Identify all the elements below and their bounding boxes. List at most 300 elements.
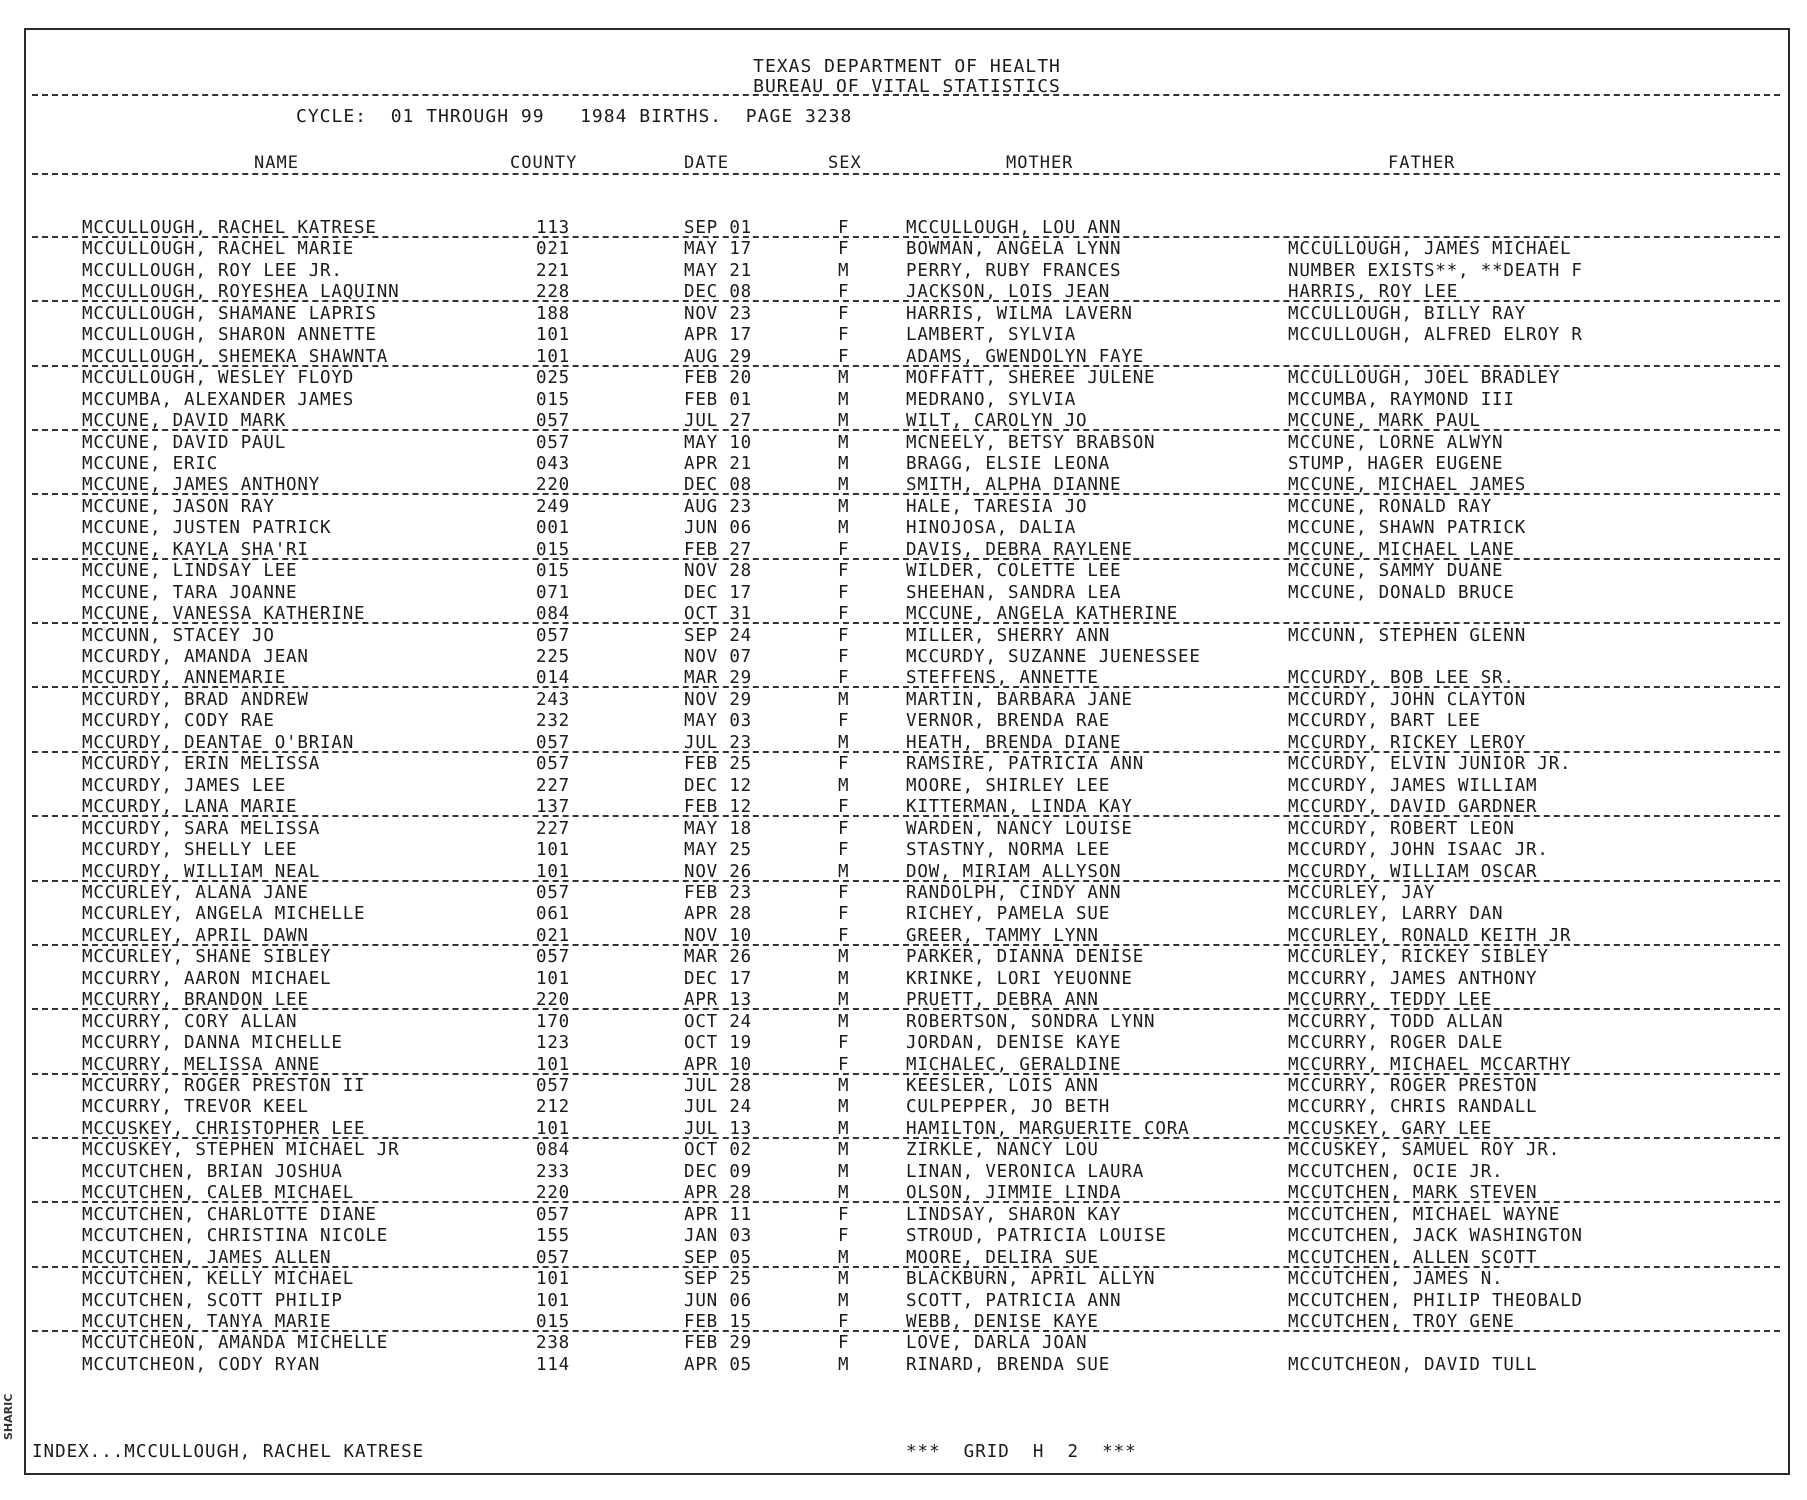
cell-county: 220	[536, 475, 571, 496]
cell-mother: SMITH, ALPHA DIANNE	[906, 475, 1122, 496]
header-divider-1	[32, 94, 1780, 96]
cell-county: 061	[536, 904, 571, 925]
cell-mother: MOFFATT, SHEREE JULENE	[906, 368, 1156, 389]
cell-county: 101	[536, 325, 571, 346]
cell-sex: M	[838, 1140, 850, 1161]
cell-name: MCCUNE, JAMES ANTHONY	[82, 475, 321, 496]
cell-father: MCCUNE, RONALD RAY	[1288, 496, 1493, 517]
cell-father: MCCUTCHEN, MICHAEL WAYNE	[1288, 1204, 1561, 1225]
cell-name: MCCUTCHEN, CALEB MICHAEL	[82, 1183, 355, 1204]
cell-father: MCCUNE, SHAWN PATRICK	[1288, 518, 1527, 539]
table-row	[26, 733, 1788, 754]
cell-mother: WILT, CAROLYN JO	[906, 411, 1088, 432]
cell-father: MCCURDY, BOB LEE SR.	[1288, 668, 1515, 689]
cell-county: 057	[536, 1076, 571, 1096]
cell-date: APR 28	[684, 1183, 753, 1204]
table-row	[26, 668, 1788, 689]
cell-date: MAY 25	[684, 840, 753, 861]
cell-sex: F	[838, 561, 850, 582]
cell-sex: M	[838, 475, 850, 496]
cell-sex: M	[838, 1076, 850, 1096]
table-row	[26, 711, 1788, 732]
table-row	[26, 947, 1788, 968]
cell-name: MCCULLOUGH, ROY LEE JR.	[82, 260, 343, 281]
cell-mother: HARRIS, WILMA LAVERN	[906, 303, 1133, 324]
table-row	[26, 776, 1788, 797]
cell-mother: CULPEPPER, JO BETH	[906, 1097, 1111, 1118]
cell-father: MCCURRY, JAMES ANTHONY	[1288, 968, 1538, 989]
cell-mother: JACKSON, LOIS JEAN	[906, 282, 1111, 303]
cell-father: MCCUNE, MARK PAUL	[1288, 411, 1481, 432]
cell-father: MCCUSKEY, SAMUEL ROY JR.	[1288, 1140, 1561, 1161]
cell-father: MCCURDY, RICKEY LEROY	[1288, 732, 1527, 753]
cell-name: MCCURDY, ANNEMARIE	[82, 668, 287, 689]
cell-name: MCCUTCHEN, JAMES ALLEN	[82, 1247, 332, 1268]
cell-mother: RAMSIRE, PATRICIA ANN	[906, 754, 1145, 775]
cell-father: MCCURDY, JAMES WILLIAM	[1288, 775, 1538, 796]
column-header-date: DATE	[684, 153, 729, 173]
table-row	[26, 904, 1788, 925]
cell-father: MCCURRY, ROGER PRESTON	[1288, 1076, 1538, 1096]
cell-date: FEB 27	[684, 539, 753, 560]
cell-sex: M	[838, 368, 850, 389]
cell-mother: PARKER, DIANNA DENISE	[906, 947, 1145, 968]
cell-date: JUL 24	[684, 1097, 753, 1118]
cell-date: DEC 17	[684, 968, 753, 989]
cell-name: MCCULLOUGH, ROYESHEA LAQUINN	[82, 282, 400, 303]
cell-date: FEB 25	[684, 754, 753, 775]
cell-name: MCCULLOUGH, WESLEY FLOYD	[82, 368, 355, 389]
cell-date: DEC 17	[684, 582, 753, 603]
table-row	[26, 1076, 1788, 1097]
cell-date: SEP 01	[684, 218, 753, 238]
cell-mother: LINDSAY, SHARON KAY	[906, 1204, 1122, 1225]
cell-name: MCCULLOUGH, SHEMEKA SHAWNTA	[82, 346, 389, 367]
cell-father: MCCUTCHEON, DAVID TULL	[1288, 1354, 1538, 1375]
cell-father: MCCUTCHEN, JACK WASHINGTON	[1288, 1226, 1583, 1247]
cell-name: MCCURRY, AARON MICHAEL	[82, 968, 332, 989]
cell-date: APR 11	[684, 1204, 753, 1225]
cell-name: MCCULLOUGH, RACHEL MARIE	[82, 239, 355, 260]
cell-name: MCCURDY, JAMES LEE	[82, 775, 287, 796]
cell-sex: M	[838, 260, 850, 281]
cell-date: FEB 01	[684, 389, 753, 410]
cell-name: MCCUNE, VANESSA KATHERINE	[82, 604, 366, 625]
table-row	[26, 347, 1788, 368]
table-row	[26, 304, 1788, 325]
cell-mother: MCNEELY, BETSY BRABSON	[906, 432, 1156, 453]
cell-date: APR 13	[684, 990, 753, 1011]
cell-county: 057	[536, 625, 571, 646]
cell-date: JUN 06	[684, 518, 753, 539]
table-row	[26, 1355, 1788, 1376]
cell-sex: F	[838, 754, 850, 775]
cell-county: 114	[536, 1354, 571, 1375]
cell-sex: M	[838, 990, 850, 1011]
cell-father: MCCURLEY, RICKEY SIBLEY	[1288, 947, 1549, 968]
cell-sex: M	[838, 689, 850, 710]
cell-mother: DAVIS, DEBRA RAYLENE	[906, 539, 1133, 560]
cell-date: MAR 29	[684, 668, 753, 689]
cell-mother: HINOJOSA, DALIA	[906, 518, 1077, 539]
cell-date: OCT 02	[684, 1140, 753, 1161]
table-row	[26, 1248, 1788, 1269]
cell-county: 101	[536, 968, 571, 989]
cell-date: SEP 25	[684, 1269, 753, 1290]
cell-county: 101	[536, 346, 571, 367]
cell-county: 057	[536, 411, 571, 432]
cell-father: MCCURRY, ROGER DALE	[1288, 1033, 1504, 1054]
cell-sex: M	[838, 518, 850, 539]
cell-county: 015	[536, 389, 571, 410]
cell-mother: BOWMAN, ANGELA LYNN	[906, 239, 1122, 260]
cell-date: MAY 10	[684, 432, 753, 453]
cell-sex: F	[838, 840, 850, 861]
cell-mother: MOORE, DELIRA SUE	[906, 1247, 1099, 1268]
table-row	[26, 325, 1788, 346]
cell-date: MAR 26	[684, 947, 753, 968]
cell-sex: M	[838, 432, 850, 453]
cell-name: MCCURDY, ERIN MELISSA	[82, 754, 321, 775]
cell-mother: LINAN, VERONICA LAURA	[906, 1161, 1145, 1182]
document-sheet	[24, 28, 1790, 1475]
cell-father: MCCUSKEY, GARY LEE	[1288, 1118, 1493, 1139]
cell-county: 155	[536, 1226, 571, 1247]
table-row	[26, 411, 1788, 432]
cell-mother: MCCUNE, ANGELA KATHERINE	[906, 604, 1179, 625]
cell-date: NOV 10	[684, 925, 753, 946]
cell-name: MCCURDY, DEANTAE O'BRIAN	[82, 732, 355, 753]
table-row	[26, 475, 1788, 496]
cell-date: MAY 03	[684, 711, 753, 732]
cell-mother: PRUETT, DEBRA ANN	[906, 990, 1099, 1011]
cell-name: MCCURDY, SARA MELISSA	[82, 818, 321, 839]
cell-date: DEC 12	[684, 775, 753, 796]
cell-county: 101	[536, 1054, 571, 1075]
cell-date: SEP 05	[684, 1247, 753, 1268]
cell-father: MCCURLEY, LARRY DAN	[1288, 904, 1504, 925]
table-row	[26, 1033, 1788, 1054]
cell-sex: F	[838, 1033, 850, 1054]
cell-county: 228	[536, 282, 571, 303]
cell-date: AUG 23	[684, 496, 753, 517]
cell-date: NOV 07	[684, 647, 753, 667]
table-row	[26, 518, 1788, 539]
cell-date: SEP 24	[684, 625, 753, 646]
cell-date: APR 21	[684, 453, 753, 474]
table-row	[26, 1055, 1788, 1076]
table-row	[26, 261, 1788, 282]
cell-county: 021	[536, 239, 571, 260]
cell-date: AUG 29	[684, 346, 753, 367]
cell-father: MCCURRY, TODD ALLAN	[1288, 1011, 1504, 1032]
footer-index: INDEX...MCCULLOUGH, RACHEL KATRESE	[32, 1442, 425, 1462]
cell-name: MCCURDY, WILLIAM NEAL	[82, 861, 321, 882]
cell-name: MCCUTCHEON, CODY RYAN	[82, 1354, 321, 1375]
cell-mother: KRINKE, LORI YEUONNE	[906, 968, 1133, 989]
table-row	[26, 239, 1788, 260]
cell-sex: M	[838, 861, 850, 882]
cell-name: MCCUNE, DAVID PAUL	[82, 432, 287, 453]
column-header-mother: MOTHER	[1006, 153, 1074, 173]
cell-sex: F	[838, 604, 850, 625]
cell-date: FEB 15	[684, 1311, 753, 1332]
table-row	[26, 1269, 1788, 1290]
cell-mother: VERNOR, BRENDA RAE	[906, 711, 1111, 732]
cell-name: MCCURLEY, APRIL DAWN	[82, 925, 309, 946]
cell-sex: M	[838, 947, 850, 968]
cell-name: MCCUTCHEN, SCOTT PHILIP	[82, 1290, 343, 1311]
table-row	[26, 1226, 1788, 1247]
cell-father: MCCULLOUGH, JAMES MICHAEL	[1288, 239, 1572, 260]
table-row	[26, 1312, 1788, 1333]
table-row	[26, 454, 1788, 475]
cell-mother: STASTNY, NORMA LEE	[906, 840, 1111, 861]
cell-mother: MICHALEC, GERALDINE	[906, 1054, 1122, 1075]
table-row	[26, 1333, 1788, 1354]
column-header-name: NAME	[254, 153, 299, 173]
cell-name: MCCURRY, MELISSA ANNE	[82, 1054, 321, 1075]
table-row	[26, 990, 1788, 1011]
cell-father: MCCUTCHEN, OCIE JR.	[1288, 1161, 1504, 1182]
cell-mother: WARDEN, NANCY LOUISE	[906, 818, 1133, 839]
cell-county: 084	[536, 604, 571, 625]
cell-date: JUL 28	[684, 1076, 753, 1096]
cell-name: MCCUTCHEN, TANYA MARIE	[82, 1311, 332, 1332]
cell-county: 220	[536, 990, 571, 1011]
cell-sex: F	[838, 647, 850, 667]
cell-sex: F	[838, 218, 850, 238]
cell-county: 057	[536, 1204, 571, 1225]
cell-mother: LAMBERT, SYLVIA	[906, 325, 1077, 346]
cell-date: DEC 08	[684, 475, 753, 496]
cell-father: MCCUTCHEN, TROY GENE	[1288, 1311, 1515, 1332]
cell-county: 113	[536, 218, 571, 238]
cell-mother: MCCURDY, SUZANNE JUENESSEE	[906, 647, 1201, 667]
cell-date: NOV 26	[684, 861, 753, 882]
cell-father: MCCUTCHEN, JAMES N.	[1288, 1269, 1504, 1290]
cell-mother: MCCULLOUGH, LOU ANN	[906, 218, 1122, 238]
cell-date: NOV 23	[684, 303, 753, 324]
cell-county: 101	[536, 1269, 571, 1290]
cell-county: 137	[536, 797, 571, 818]
cell-county: 227	[536, 818, 571, 839]
cell-county: 188	[536, 303, 571, 324]
cell-county: 238	[536, 1333, 571, 1354]
cell-father: MCCURDY, JOHN ISAAC JR.	[1288, 840, 1549, 861]
cell-father: STUMP, HAGER EUGENE	[1288, 453, 1504, 474]
cell-father: MCCURDY, BART LEE	[1288, 711, 1481, 732]
cell-date: NOV 28	[684, 561, 753, 582]
cell-sex: F	[838, 582, 850, 603]
cell-sex: M	[838, 1247, 850, 1268]
cell-county: 057	[536, 1247, 571, 1268]
table-row	[26, 282, 1788, 303]
cell-date: JUL 27	[684, 411, 753, 432]
cell-date: NOV 29	[684, 689, 753, 710]
cell-county: 043	[536, 453, 571, 474]
cell-date: APR 10	[684, 1054, 753, 1075]
table-row	[26, 1183, 1788, 1204]
cell-mother: KITTERMAN, LINDA KAY	[906, 797, 1133, 818]
header-department: TEXAS DEPARTMENT OF HEALTH	[753, 56, 1061, 77]
cell-father: MCCULLOUGH, BILLY RAY	[1288, 303, 1527, 324]
cell-county: 057	[536, 882, 571, 903]
table-row	[26, 819, 1788, 840]
cell-mother: BLACKBURN, APRIL ALLYN	[906, 1269, 1156, 1290]
table-row	[26, 433, 1788, 454]
cell-date: JUN 06	[684, 1290, 753, 1311]
cell-county: 212	[536, 1097, 571, 1118]
cell-mother: GREER, TAMMY LYNN	[906, 925, 1099, 946]
table-row	[26, 604, 1788, 625]
cell-county: 225	[536, 647, 571, 667]
table-row	[26, 883, 1788, 904]
cell-father: MCCUNE, LORNE ALWYN	[1288, 432, 1504, 453]
cell-name: MCCUNE, KAYLA SHA'RI	[82, 539, 309, 560]
footer-grid: *** GRID H 2 ***	[906, 1442, 1137, 1462]
cell-sex: F	[838, 1333, 850, 1354]
cell-county: 057	[536, 947, 571, 968]
cell-mother: PERRY, RUBY FRANCES	[906, 260, 1122, 281]
table-row	[26, 1291, 1788, 1312]
cell-date: OCT 24	[684, 1011, 753, 1032]
cell-date: OCT 19	[684, 1033, 753, 1054]
cell-date: JAN 03	[684, 1226, 753, 1247]
table-row	[26, 690, 1788, 711]
cell-county: 057	[536, 432, 571, 453]
cell-sex: F	[838, 1054, 850, 1075]
cell-father: MCCURDY, ELVIN JUNIOR JR.	[1288, 754, 1572, 775]
cell-county: 232	[536, 711, 571, 732]
cell-mother: SHEEHAN, SANDRA LEA	[906, 582, 1122, 603]
cell-father: MCCUTCHEN, ALLEN SCOTT	[1288, 1247, 1538, 1268]
cell-sex: F	[838, 239, 850, 260]
cell-father: MCCURRY, TEDDY LEE	[1288, 990, 1493, 1011]
cell-county: 249	[536, 496, 571, 517]
cell-mother: SCOTT, PATRICIA ANN	[906, 1290, 1122, 1311]
cell-father: MCCULLOUGH, JOEL BRADLEY	[1288, 368, 1561, 389]
header-divider-2	[32, 173, 1780, 175]
cell-father: MCCURLEY, JAY	[1288, 882, 1436, 903]
cell-mother: MILLER, SHERRY ANN	[906, 625, 1111, 646]
cell-name: MCCURRY, TREVOR KEEL	[82, 1097, 309, 1118]
cell-name: MCCUNE, DAVID MARK	[82, 411, 287, 432]
cell-name: MCCURDY, CODY RAE	[82, 711, 275, 732]
cell-father: NUMBER EXISTS**, **DEATH F	[1288, 260, 1583, 281]
cell-county: 101	[536, 840, 571, 861]
cell-sex: F	[838, 882, 850, 903]
cell-mother: JORDAN, DENISE KAYE	[906, 1033, 1122, 1054]
cell-sex: M	[838, 775, 850, 796]
cell-county: 227	[536, 775, 571, 796]
table-row	[26, 969, 1788, 990]
table-row	[26, 368, 1788, 389]
cell-sex: M	[838, 1290, 850, 1311]
cell-name: MCCUSKEY, STEPHEN MICHAEL JR	[82, 1140, 400, 1161]
cell-mother: STEFFENS, ANNETTE	[906, 668, 1099, 689]
cell-name: MCCURRY, ROGER PRESTON II	[82, 1076, 366, 1096]
cell-father: MCCURRY, CHRIS RANDALL	[1288, 1097, 1538, 1118]
cell-mother: RANDOLPH, CINDY ANN	[906, 882, 1122, 903]
table-row	[26, 1162, 1788, 1183]
cell-date: DEC 08	[684, 282, 753, 303]
cell-name: MCCURRY, CORY ALLAN	[82, 1011, 298, 1032]
cell-mother: RINARD, BRENDA SUE	[906, 1354, 1111, 1375]
cell-name: MCCUNE, LINDSAY LEE	[82, 561, 298, 582]
cell-county: 101	[536, 1118, 571, 1139]
table-row	[26, 626, 1788, 647]
cell-county: 015	[536, 1311, 571, 1332]
cell-sex: F	[838, 303, 850, 324]
cell-county: 057	[536, 754, 571, 775]
cell-name: MCCUSKEY, CHRISTOPHER LEE	[82, 1118, 366, 1139]
cell-sex: F	[838, 539, 850, 560]
cell-mother: WILDER, COLETTE LEE	[906, 561, 1122, 582]
cell-mother: MARTIN, BARBARA JANE	[906, 689, 1133, 710]
table-row	[26, 1012, 1788, 1033]
cell-county: 015	[536, 539, 571, 560]
table-row	[26, 1119, 1788, 1140]
cell-date: MAY 18	[684, 818, 753, 839]
cell-name: MCCURLEY, ANGELA MICHELLE	[82, 904, 366, 925]
cell-mother: STROUD, PATRICIA LOUISE	[906, 1226, 1167, 1247]
cell-date: APR 05	[684, 1354, 753, 1375]
cell-name: MCCURLEY, SHANE SIBLEY	[82, 947, 332, 968]
cell-father: MCCURDY, ROBERT LEON	[1288, 818, 1515, 839]
cell-mother: ADAMS, GWENDOLYN FAYE	[906, 346, 1145, 367]
table-row	[26, 1205, 1788, 1226]
cell-county: 101	[536, 1290, 571, 1311]
cell-name: MCCURLEY, ALANA JANE	[82, 882, 309, 903]
cell-sex: F	[838, 711, 850, 732]
cell-date: JUL 13	[684, 1118, 753, 1139]
cell-name: MCCUTCHEN, KELLY MICHAEL	[82, 1269, 355, 1290]
cell-sex: M	[838, 496, 850, 517]
cell-county: 071	[536, 582, 571, 603]
cell-father: MCCURDY, WILLIAM OSCAR	[1288, 861, 1538, 882]
cell-sex: F	[838, 625, 850, 646]
cell-sex: F	[838, 325, 850, 346]
cell-sex: M	[838, 1269, 850, 1290]
cell-county: 123	[536, 1033, 571, 1054]
cell-county: 221	[536, 260, 571, 281]
cell-county: 015	[536, 561, 571, 582]
cell-date: FEB 12	[684, 797, 753, 818]
cell-date: DEC 09	[684, 1161, 753, 1182]
cell-date: FEB 20	[684, 368, 753, 389]
cell-father: MCCUNE, MICHAEL LANE	[1288, 539, 1515, 560]
cell-sex: F	[838, 797, 850, 818]
cell-date: FEB 29	[684, 1333, 753, 1354]
cell-father: MCCUNE, SAMMY DUANE	[1288, 561, 1504, 582]
cell-mother: LOVE, DARLA JOAN	[906, 1333, 1088, 1354]
cell-name: MCCURDY, LANA MARIE	[82, 797, 298, 818]
table-row	[26, 583, 1788, 604]
cell-father: MCCURRY, MICHAEL MCCARTHY	[1288, 1054, 1572, 1075]
cell-county: 025	[536, 368, 571, 389]
column-header-sex: SEX	[828, 153, 862, 173]
cell-sex: F	[838, 925, 850, 946]
cell-name: MCCUNN, STACEY JO	[82, 625, 275, 646]
table-row	[26, 926, 1788, 947]
column-header-father: FATHER	[1388, 153, 1456, 173]
cell-mother: MEDRANO, SYLVIA	[906, 389, 1077, 410]
cell-mother: KEESLER, LOIS ANN	[906, 1076, 1099, 1096]
cell-county: 101	[536, 861, 571, 882]
cell-name: MCCULLOUGH, SHARON ANNETTE	[82, 325, 377, 346]
side-label: SHARIC	[2, 1393, 15, 1440]
